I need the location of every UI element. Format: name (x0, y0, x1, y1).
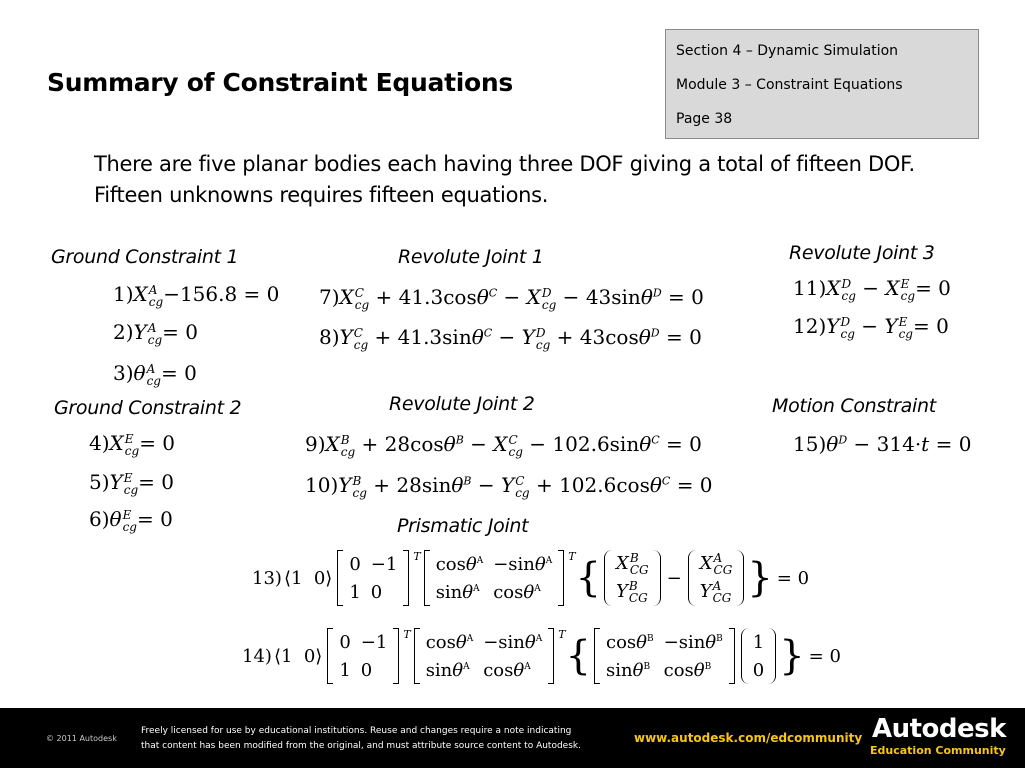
equation-9: 9)X B cg + 28cosθ$^B$ − X C cg − 102.6sinθ$^C$ = 0 (305, 432, 702, 459)
equation-10: 10)Y B cg + 28sinθ$^B$ − Y C cg + 102.6cosθ$^C$ = 0 (305, 473, 713, 500)
autodesk-logo: Autodesk (872, 714, 1006, 744)
heading-revolute-joint-3: Revolute Joint 3 (789, 242, 935, 264)
module-label: Module 3 – Constraint Equations (676, 77, 903, 93)
heading-ground-constraint-1: Ground Constraint 1 (51, 246, 239, 268)
equation-2: 2)Y A cg = 0 (113, 320, 198, 347)
equation-12: 12)Y D cg − Y E cg = 0 (793, 314, 949, 341)
education-community-label: Education Community (870, 744, 1006, 757)
equation-6: 6)θ E cg = 0 (89, 507, 173, 534)
equation-13: 13) ⟨1 0⟩ 0 −1 1 0 T cosθ$^A$ −sinθ$^A$ sinθ$^A$ cosθ$^A$ T { X B CG Y B CG − X A CG Y A CG } = 0 (252, 550, 810, 605)
copyright-text: © 2011 Autodesk (46, 734, 117, 743)
section-label: Section 4 – Dynamic Simulation (676, 43, 899, 59)
intro-text: There are five planar bodies each having three DOF giving a total of fifteen DOF. Fifteen unknowns requires fifteen equations. (94, 152, 915, 207)
heading-revolute-joint-2: Revolute Joint 2 (389, 393, 535, 415)
license-line-1: Freely licensed for use by educational institutions. Reuse and changes require a note indicating (141, 726, 572, 736)
equation-11: 11)X D cg − X E cg = 0 (793, 276, 951, 303)
equation-3: 3)θ A cg = 0 (113, 361, 197, 388)
course-info-box (665, 29, 979, 139)
heading-motion-constraint: Motion Constraint (772, 395, 936, 417)
equation-8: 8)Y C cg + 41.3sinθ$^C$ − Y D cg + 43cosθ$^D$ = 0 (319, 325, 702, 352)
slide-title: Summary of Constraint Equations (47, 68, 513, 97)
equation-5: 5)Y E cg = 0 (89, 470, 174, 497)
license-text (141, 724, 621, 754)
license-line-2: that content has been modified from the original, and must attribute source content to Autodesk. (141, 741, 581, 751)
equation-1: 1)X A cg −156.8 = 0 (113, 282, 280, 309)
footer-bar (0, 708, 1025, 768)
equation-15: $15)\theta^D - 314\cdot t = 0$ (793, 432, 972, 456)
equation-7: 7)X C cg + 41.3cosθ$^C$ − X D cg − 43sinθ$^D$ = 0 (319, 285, 704, 312)
heading-revolute-joint-1: Revolute Joint 1 (398, 246, 544, 268)
equation-14: 14) ⟨1 0⟩ 0 −1 1 0 T cosθ$^A$ −sinθ$^A$ sinθ$^A$ cosθ$^A$ T { cosθ$^B$ −sinθ$^B$ sinθ$^B$ cosθ$^B$ 1 0 } = 0 (242, 628, 841, 684)
edcommunity-link[interactable]: www.autodesk.com/edcommunity (634, 731, 863, 745)
page-label: Page 38 (676, 111, 733, 127)
heading-ground-constraint-2: Ground Constraint 2 (54, 397, 242, 419)
equation-4: 4)X E cg = 0 (89, 431, 176, 458)
heading-prismatic-joint: Prismatic Joint (397, 515, 529, 537)
